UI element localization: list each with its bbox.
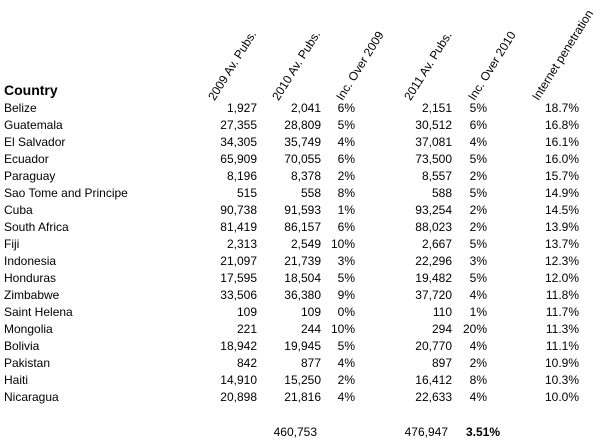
cell-2010-pubs: 2,041 bbox=[290, 101, 321, 115]
table-body bbox=[0, 100, 605, 406]
cell-inc-over-2009: 4% bbox=[337, 135, 355, 149]
cell-2009-pubs: 14,910 bbox=[220, 373, 257, 387]
cell-2010-pubs: 109 bbox=[300, 305, 321, 319]
cell-2009-pubs: 17,595 bbox=[220, 271, 257, 285]
table-row bbox=[0, 287, 605, 304]
table-row bbox=[0, 321, 605, 338]
cell-2011-pubs: 294 bbox=[431, 322, 452, 336]
cell-inc-over-2009: 6% bbox=[337, 101, 355, 115]
header-internet-penetration: Internet penetration bbox=[529, 7, 597, 103]
cell-2009-pubs: 34,305 bbox=[220, 135, 257, 149]
total-2011-pubs: 476,947 bbox=[404, 425, 448, 439]
table-row bbox=[0, 270, 605, 287]
header-2010-pubs: 2010 Av. Pubs. bbox=[269, 27, 324, 103]
cell-inc-over-2010: 8% bbox=[469, 373, 487, 387]
cell-inc-over-2010: 1% bbox=[469, 305, 487, 319]
cell-2011-pubs: 2,151 bbox=[421, 101, 452, 115]
cell-country: Guatemala bbox=[4, 118, 63, 132]
cell-2011-pubs: 30,512 bbox=[415, 118, 452, 132]
cell-inc-over-2009: 8% bbox=[337, 186, 355, 200]
cell-inc-over-2010: 2% bbox=[469, 203, 487, 217]
cell-2009-pubs: 90,738 bbox=[220, 203, 257, 217]
cell-2011-pubs: 22,296 bbox=[415, 254, 452, 268]
cell-inc-over-2009: 5% bbox=[337, 339, 355, 353]
table-row bbox=[0, 355, 605, 372]
cell-inc-over-2009: 5% bbox=[337, 271, 355, 285]
cell-country: Fiji bbox=[4, 237, 20, 251]
cell-country: Cuba bbox=[4, 203, 33, 217]
table-row bbox=[0, 389, 605, 406]
cell-2011-pubs: 73,500 bbox=[415, 152, 452, 166]
cell-inc-over-2010: 6% bbox=[469, 118, 487, 132]
cell-2010-pubs: 15,250 bbox=[284, 373, 321, 387]
cell-inc-over-2009: 9% bbox=[337, 288, 355, 302]
table-row bbox=[0, 134, 605, 151]
cell-2009-pubs: 515 bbox=[236, 186, 257, 200]
cell-internet-penetration: 11.7% bbox=[545, 305, 579, 319]
cell-inc-over-2009: 6% bbox=[337, 220, 355, 234]
cell-inc-over-2009: 1% bbox=[337, 203, 355, 217]
cell-2011-pubs: 588 bbox=[431, 186, 452, 200]
cell-inc-over-2009: 4% bbox=[337, 356, 355, 370]
cell-country: South Africa bbox=[4, 220, 69, 234]
cell-inc-over-2010: 5% bbox=[469, 101, 487, 115]
cell-country: Zimbabwe bbox=[4, 288, 60, 302]
country-header: Country bbox=[4, 82, 58, 98]
cell-country: Saint Helena bbox=[4, 305, 73, 319]
cell-2009-pubs: 65,909 bbox=[220, 152, 257, 166]
cell-inc-over-2009: 10% bbox=[330, 322, 355, 336]
cell-inc-over-2010: 20% bbox=[462, 322, 487, 336]
cell-2010-pubs: 28,809 bbox=[284, 118, 321, 132]
cell-internet-penetration: 11.3% bbox=[545, 322, 579, 336]
cell-2009-pubs: 27,355 bbox=[220, 118, 257, 132]
cell-2010-pubs: 35,749 bbox=[284, 135, 321, 149]
cell-internet-penetration: 16.0% bbox=[544, 152, 579, 166]
cell-2009-pubs: 8,196 bbox=[226, 169, 257, 183]
cell-internet-penetration: 11.8% bbox=[545, 288, 579, 302]
cell-country: Ecuador bbox=[4, 152, 49, 166]
table-row bbox=[0, 219, 605, 236]
cell-country: Haiti bbox=[4, 373, 29, 387]
totals-row bbox=[0, 424, 605, 441]
cell-inc-over-2010: 2% bbox=[469, 169, 487, 183]
cell-2011-pubs: 20,770 bbox=[415, 339, 452, 353]
header-inc-over-2010: Inc. Over 2010 bbox=[465, 28, 519, 103]
cell-internet-penetration: 13.9% bbox=[544, 220, 579, 234]
table-row bbox=[0, 253, 605, 270]
cell-inc-over-2010: 5% bbox=[469, 237, 487, 251]
cell-2009-pubs: 33,506 bbox=[220, 288, 257, 302]
cell-2009-pubs: 21,097 bbox=[220, 254, 257, 268]
cell-2009-pubs: 221 bbox=[236, 322, 257, 336]
header-2009-pubs: 2009 Av. Pubs. bbox=[205, 27, 260, 103]
header-2011-pubs: 2011 Av. Pubs. bbox=[401, 28, 455, 103]
cell-2010-pubs: 36,380 bbox=[284, 288, 321, 302]
cell-internet-penetration: 12.0% bbox=[544, 271, 579, 285]
table-row bbox=[0, 100, 605, 117]
cell-inc-over-2009: 10% bbox=[330, 237, 355, 251]
cell-inc-over-2009: 2% bbox=[337, 169, 355, 183]
cell-2009-pubs: 20,898 bbox=[220, 390, 257, 404]
cell-inc-over-2010: 4% bbox=[469, 339, 487, 353]
cell-2010-pubs: 21,816 bbox=[284, 390, 321, 404]
cell-2010-pubs: 91,593 bbox=[284, 203, 321, 217]
cell-country: Paraguay bbox=[4, 169, 56, 183]
cell-2009-pubs: 842 bbox=[236, 356, 257, 370]
cell-inc-over-2010: 5% bbox=[469, 186, 487, 200]
total-inc-over-2010: 3.51% bbox=[465, 425, 500, 439]
cell-inc-over-2010: 2% bbox=[469, 356, 487, 370]
cell-2010-pubs: 877 bbox=[300, 356, 321, 370]
cell-internet-penetration: 16.8% bbox=[544, 118, 579, 132]
cell-2010-pubs: 244 bbox=[300, 322, 321, 336]
cell-2011-pubs: 19,482 bbox=[415, 271, 452, 285]
cell-inc-over-2010: 5% bbox=[469, 271, 487, 285]
total-2010-pubs: 460,753 bbox=[273, 425, 317, 439]
cell-2009-pubs: 109 bbox=[236, 305, 257, 319]
table-row bbox=[0, 117, 605, 134]
cell-country: Bolivia bbox=[4, 339, 40, 353]
cell-inc-over-2009: 6% bbox=[337, 152, 355, 166]
cell-inc-over-2009: 3% bbox=[337, 254, 355, 268]
cell-2010-pubs: 8,378 bbox=[290, 169, 321, 183]
table-row bbox=[0, 304, 605, 321]
cell-country: El Salvador bbox=[4, 135, 66, 149]
header-inc-over-2009: Inc. Over 2009 bbox=[333, 28, 387, 103]
cell-internet-penetration: 10.0% bbox=[544, 390, 579, 404]
cell-internet-penetration: 11.1% bbox=[545, 339, 579, 353]
cell-country: Mongolia bbox=[4, 322, 53, 336]
cell-internet-penetration: 15.7% bbox=[544, 169, 579, 183]
cell-2010-pubs: 19,945 bbox=[284, 339, 321, 353]
cell-2010-pubs: 18,504 bbox=[284, 271, 321, 285]
cell-2010-pubs: 2,549 bbox=[290, 237, 321, 251]
table-row bbox=[0, 236, 605, 253]
cell-2011-pubs: 22,633 bbox=[415, 390, 452, 404]
cell-internet-penetration: 10.9% bbox=[544, 356, 579, 370]
table-row bbox=[0, 338, 605, 355]
cell-2009-pubs: 81,419 bbox=[220, 220, 257, 234]
cell-2010-pubs: 21,739 bbox=[284, 254, 321, 268]
cell-inc-over-2010: 4% bbox=[469, 288, 487, 302]
cell-country: Nicaragua bbox=[4, 390, 59, 404]
cell-internet-penetration: 14.9% bbox=[544, 186, 579, 200]
cell-2011-pubs: 88,023 bbox=[415, 220, 452, 234]
cell-internet-penetration: 14.5% bbox=[544, 203, 579, 217]
table-row bbox=[0, 372, 605, 389]
cell-internet-penetration: 13.7% bbox=[544, 237, 579, 251]
cell-inc-over-2009: 2% bbox=[337, 373, 355, 387]
cell-inc-over-2010: 2% bbox=[469, 220, 487, 234]
cell-inc-over-2009: 4% bbox=[337, 390, 355, 404]
cell-2011-pubs: 37,081 bbox=[415, 135, 452, 149]
cell-2009-pubs: 2,313 bbox=[226, 237, 257, 251]
cell-internet-penetration: 10.3% bbox=[544, 373, 579, 387]
cell-2010-pubs: 70,055 bbox=[284, 152, 321, 166]
cell-inc-over-2009: 0% bbox=[337, 305, 355, 319]
cell-2011-pubs: 8,557 bbox=[421, 169, 452, 183]
cell-internet-penetration: 18.7% bbox=[544, 101, 579, 115]
cell-inc-over-2010: 4% bbox=[469, 390, 487, 404]
cell-internet-penetration: 12.3% bbox=[544, 254, 579, 268]
cell-2009-pubs: 18,942 bbox=[220, 339, 257, 353]
cell-country: Sao Tome and Principe bbox=[4, 186, 128, 200]
cell-country: Honduras bbox=[4, 271, 57, 285]
cell-inc-over-2009: 5% bbox=[337, 118, 355, 132]
cell-internet-penetration: 16.1% bbox=[544, 135, 579, 149]
cell-2011-pubs: 897 bbox=[431, 356, 452, 370]
cell-2011-pubs: 37,720 bbox=[415, 288, 452, 302]
table-row bbox=[0, 185, 605, 202]
table-row bbox=[0, 151, 605, 168]
cell-2011-pubs: 110 bbox=[432, 305, 452, 319]
cell-country: Indonesia bbox=[4, 254, 57, 268]
cell-2009-pubs: 1,927 bbox=[226, 101, 257, 115]
cell-2011-pubs: 2,667 bbox=[421, 237, 452, 251]
cell-2010-pubs: 86,157 bbox=[284, 220, 321, 234]
cell-2011-pubs: 93,254 bbox=[415, 203, 452, 217]
cell-country: Pakistan bbox=[4, 356, 51, 370]
cell-country: Belize bbox=[4, 101, 37, 115]
table-row bbox=[0, 202, 605, 219]
table-row bbox=[0, 168, 605, 185]
cell-2011-pubs: 16,412 bbox=[415, 373, 452, 387]
cell-inc-over-2010: 4% bbox=[469, 135, 487, 149]
cell-inc-over-2010: 3% bbox=[469, 254, 487, 268]
cell-inc-over-2010: 5% bbox=[469, 152, 487, 166]
cell-2010-pubs: 558 bbox=[300, 186, 321, 200]
